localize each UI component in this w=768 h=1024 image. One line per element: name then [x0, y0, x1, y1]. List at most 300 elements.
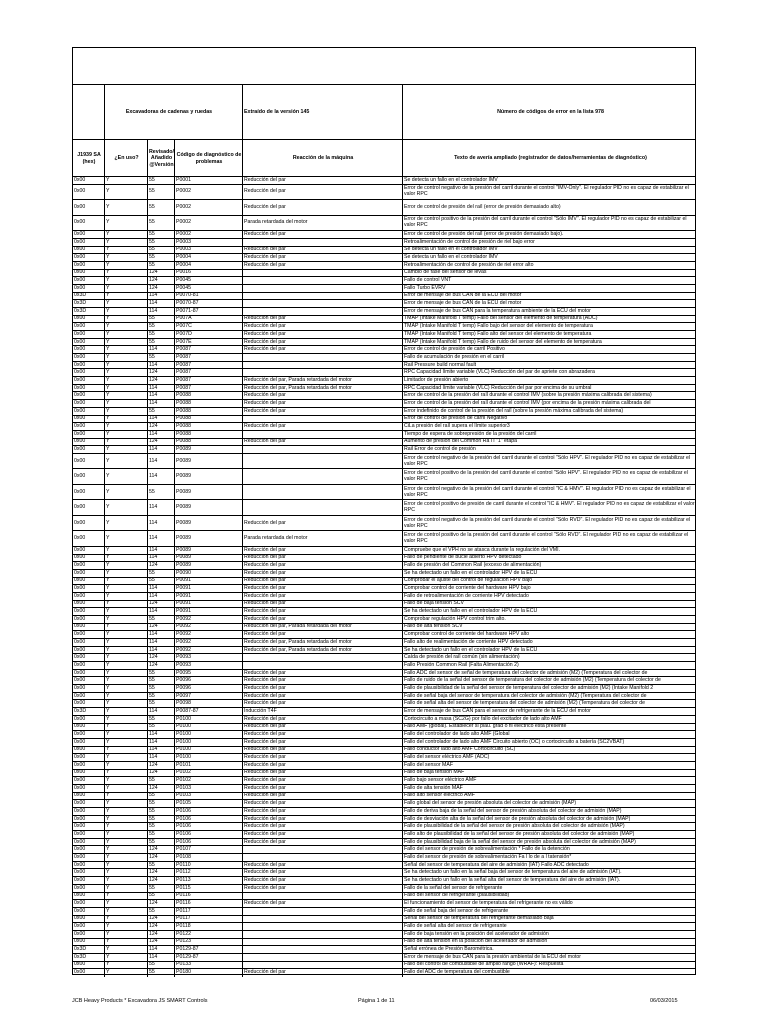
cell-dtc: P0106 [174, 816, 242, 824]
cell-in-use: Y [104, 893, 147, 901]
cell-reaction: Reducción del par [242, 816, 402, 824]
cell-reaction: Reducción del par [242, 869, 402, 877]
cell-dtc: P0117 [174, 916, 242, 924]
cell-version: 55 [147, 677, 174, 685]
cell-version: 124 [147, 270, 174, 278]
cell-text: Rail Error de control de presión [402, 446, 697, 454]
cell-version: 114 [147, 531, 174, 546]
cell-sa: 0x00 [74, 930, 86, 937]
cell-sa: 0x00 [74, 600, 86, 607]
cell-version: 114 [147, 416, 174, 424]
cell-sa: 0x00 [74, 377, 86, 383]
cell-in-use: Y [104, 654, 147, 662]
cell-reaction: Reducción del par [242, 777, 402, 785]
cell-dtc: P0087-87 [174, 708, 242, 716]
cell-text: Fallo de plausibilidad baja de la señal del sensor de presión absoluta del colector de admisión (MAP) [402, 839, 697, 847]
cell-in-use: Y [104, 423, 147, 431]
cell-reaction: Reducción del par [242, 877, 402, 885]
cell-dtc: P0115 [174, 885, 242, 893]
cell-version: 124 [147, 931, 174, 939]
cell-in-use: Y [104, 400, 147, 408]
cell-dtc: P0016 [174, 270, 242, 278]
table-header-title-row [73, 85, 695, 139]
cell-text: Fallo de deriva baja de la señal del sensor de presión absoluta del colector de admisión (MAP) [402, 808, 697, 816]
cell-dtc: P0092 [174, 647, 242, 655]
cell-sa: 0x00 [74, 654, 86, 661]
cell-in-use: Y [104, 770, 147, 778]
cell-dtc: P0089 [174, 485, 242, 500]
cell-in-use: Y [104, 616, 147, 624]
cell-sa: 0x00 [74, 430, 86, 437]
cell-in-use: Y [104, 831, 147, 839]
cell-version: 55 [147, 254, 174, 262]
cell-sa: 0x00 [74, 423, 86, 430]
cell-text: Cortocircuito a masa (SC2G) por fallo del excitador de lado alto AMF [402, 716, 697, 724]
cell-in-use: Y [104, 331, 147, 339]
cell-in-use: Y [104, 639, 147, 647]
cell-version: 124 [147, 624, 174, 632]
cell-version: 55 [147, 485, 174, 500]
cell-dtc: P0088 [174, 416, 242, 424]
cell-in-use: Y [104, 247, 147, 255]
cell-sa: 0x00 [74, 415, 86, 422]
cell-reaction: Reducción del par [242, 670, 402, 678]
cell-dtc: P0087 [174, 369, 242, 377]
cell-in-use: Y [104, 285, 147, 293]
cell-dtc: P0088 [174, 431, 242, 439]
cell-in-use: Y [104, 200, 147, 215]
cell-sa: 0x00 [74, 562, 86, 569]
cell-sa: 0x00 [74, 907, 86, 914]
cell-sa: 0x00 [74, 400, 86, 406]
footer-page-number: Página 1 de 11 [358, 998, 395, 1004]
cell-sa: 0x00 [74, 369, 86, 376]
cell-in-use: Y [104, 516, 147, 531]
cell-version: 55 [147, 893, 174, 901]
cell-dtc: P0100 [174, 754, 242, 762]
cell-reaction: Reducción del par [242, 831, 402, 839]
cell-version: 124 [147, 277, 174, 285]
cell-sa: 0x00 [74, 808, 86, 814]
cell-in-use: Y [104, 254, 147, 262]
cell-dtc: P0088 [174, 408, 242, 416]
cell-in-use: Y [104, 547, 147, 555]
cell-text: Fallo AMF (global). Establecer si plau. grad o fil eléctrico está presente [402, 724, 697, 732]
cell-text: Compruebe que el VPH no se atasca durante la regulación del VMI. [402, 547, 697, 555]
cell-reaction: Reducción del par [242, 316, 402, 324]
table-row [73, 530, 695, 546]
cell-in-use: Y [104, 862, 147, 870]
cell-dtc: P0133 [174, 962, 242, 970]
cell-in-use: Y [104, 777, 147, 785]
cell-dtc: P0003 [174, 239, 242, 247]
cell-text: Error de mensaje de bus CAN para la presión ambiental de la ECU del motor [402, 954, 697, 962]
cell-dtc: P0089 [174, 516, 242, 531]
cell-text: Error de control positivo de la presión del carril durante el control "Sólo IMV". El regulador PID no es capaz de estabilizar el valor RPC [402, 216, 697, 231]
cell-dtc: P0089 [174, 469, 242, 484]
cell-dtc: P0096 [174, 677, 242, 685]
cell-version: 114 [147, 739, 174, 747]
cell-text: Error de control negativo de la presión del carril durante el control "Sólo HPV". El regulador PID no es capaz de estabilizar el valor RPC [402, 454, 697, 469]
cell-text: Fallo de señal alta del sensor de temperatura del colector de admisión (M2) (Temperatura del colector de [402, 700, 697, 708]
cell-sa: 0x00 [74, 777, 86, 784]
cell-in-use: Y [104, 262, 147, 270]
cell-version: 114 [147, 308, 174, 316]
cell-text: Fallo de señal baja del sensor de refrigerante [402, 908, 697, 916]
cell-version: 114 [147, 346, 174, 354]
table-row [73, 484, 695, 500]
cell-reaction: Reducción del par [242, 677, 402, 685]
cell-dtc: P0106 [174, 823, 242, 831]
cell-sa: 0x00 [74, 761, 86, 768]
cell-sa: 0x3D [74, 946, 87, 953]
cell-text: TMAP (Intake Manifold T temp) Fallo del sensor del elemento de temperatura (ADC) [402, 316, 697, 324]
cell-sa: 0x00 [74, 646, 86, 653]
cell-reaction: Inducción T4F [242, 708, 402, 716]
cell-dtc: P0102 [174, 777, 242, 785]
cell-text: Fallo alto sensor eléctrico AMF [402, 793, 697, 801]
cell-sa: 0x00 [74, 277, 86, 284]
cell-reaction: Reducción del par [242, 823, 402, 831]
cell-text: TMAP (Intake Manifold T temp) Fallo alto del sensor del elemento de temperatura [402, 331, 697, 339]
cell-in-use: Y [104, 962, 147, 970]
cell-sa: 0x00 [74, 846, 86, 853]
cell-dtc: P0087 [174, 377, 242, 385]
cell-text: Limitador de presión abierto [402, 377, 697, 385]
table-row [73, 199, 695, 215]
cell-version: 114 [147, 362, 174, 370]
cell-in-use: Y [104, 531, 147, 546]
count-label: Número de códigos de error en la lista 978 [402, 85, 697, 139]
cell-dtc: P0092 [174, 616, 242, 624]
cell-in-use: Y [104, 369, 147, 377]
cell-text: Fallo de desviación alta de la señal del sensor de presión absoluta del colector de admisión (MAP) [402, 816, 697, 824]
cell-sa: 0x00 [74, 457, 86, 464]
cell-reaction: Reducción del par [242, 323, 402, 331]
extract-label: Extraído de la versión 145 [242, 85, 402, 139]
cell-in-use: Y [104, 431, 147, 439]
cell-reaction: Reducción del par [242, 716, 402, 724]
cell-dtc: P007A [174, 316, 242, 324]
cell-sa: 0x00 [74, 284, 86, 291]
cell-version: 124 [147, 846, 174, 854]
cell-text: Fallo del sensor de presión de sobrealimentación * Fallo de la detención [402, 846, 697, 854]
cell-sa: 0x00 [74, 219, 86, 226]
cell-in-use: Y [104, 839, 147, 847]
cell-dtc: P0092 [174, 631, 242, 639]
cell-reaction: Parada retardada del motor [242, 531, 402, 546]
cell-sa: 0x00 [74, 838, 86, 845]
cell-version: 55 [147, 670, 174, 678]
cell-version: 55 [147, 239, 174, 247]
cell-version: 124 [147, 762, 174, 770]
cell-reaction: Reducción del par [242, 808, 402, 816]
cell-reaction: Reducción del par [242, 862, 402, 870]
cell-text: Error de control de presión del raíl (error de presión demasiado bajo). [402, 231, 697, 239]
cell-reaction: Reducción del par [242, 339, 402, 347]
cell-sa: 0x00 [74, 592, 86, 599]
column-header-dtc: Código de diagnóstico de problemas [174, 140, 242, 177]
cell-dtc: P0091 [174, 608, 242, 616]
table-row [73, 968, 695, 977]
cell-in-use: Y [104, 185, 147, 200]
cell-version: 114 [147, 454, 174, 469]
cell-dtc: P0089 [174, 454, 242, 469]
cell-sa: 0x00 [74, 731, 86, 738]
cell-reaction: Reducción del par [242, 185, 402, 200]
cell-text: Fallo del sensor de presión de sobrealimentación Fa l lo de a l tatensión* [402, 854, 697, 862]
cell-reaction: Reducción del par [242, 593, 402, 601]
cell-in-use: Y [104, 555, 147, 563]
cell-reaction: Reducción del par [242, 631, 402, 639]
cell-in-use: Y [104, 608, 147, 616]
cell-dtc: P0002 [174, 185, 242, 200]
cell-in-use: Y [104, 578, 147, 586]
cell-version: 114 [147, 547, 174, 555]
cell-dtc: P0088 [174, 423, 242, 431]
cell-version: 114 [147, 708, 174, 716]
cell-version: 55 [147, 793, 174, 801]
cell-sa: 0x00 [74, 446, 86, 453]
cell-in-use: Y [104, 670, 147, 678]
cell-dtc: P0091 [174, 578, 242, 586]
cell-dtc: P0093 [174, 662, 242, 670]
cell-reaction: Reducción del par, Parada retardada del motor [242, 647, 402, 655]
cell-in-use: Y [104, 601, 147, 609]
cell-dtc: P0093 [174, 654, 242, 662]
cell-text: Error indefinido de control de la presión del raíl (sobre la presión máxima calibrada del sistema) [402, 408, 697, 416]
cell-sa: 0x00 [74, 554, 86, 561]
cell-text: Fallo del control de combustible de amplio rango (WRAF): Respuesta [402, 962, 697, 970]
cell-in-use: Y [104, 662, 147, 670]
cell-reaction: Reducción del par [242, 785, 402, 793]
cell-in-use: Y [104, 439, 147, 447]
cell-dtc: P0123 [174, 939, 242, 947]
cell-version: 55 [147, 808, 174, 816]
cell-dtc: P0117 [174, 908, 242, 916]
cell-text: Fallo del sensor MAF [402, 762, 697, 770]
cell-in-use: Y [104, 570, 147, 578]
cell-dtc: P0089 [174, 446, 242, 454]
cell-in-use: Y [104, 377, 147, 385]
cell-sa: 0x3D [74, 307, 87, 314]
cell-in-use: Y [104, 624, 147, 632]
cell-version: 55 [147, 216, 174, 231]
cell-version: 55 [147, 831, 174, 839]
cell-version: 55 [147, 578, 174, 586]
cell-sa: 0x00 [74, 685, 86, 691]
cell-text: Error de control negativo de la presión del carril durante el control "IC & HMV". El regulador PID no es capaz de estabilizar el valor RPC [402, 485, 697, 500]
cell-version: 114 [147, 446, 174, 454]
cell-text: Se detecta un fallo en el controlador IMV [402, 254, 697, 262]
cell-dtc: P0100 [174, 724, 242, 732]
cell-text: Señal del sensor de temperatura del aire de admisión (IAT) Fallo ADC detectado [402, 862, 697, 870]
cell-dtc: P0045 [174, 285, 242, 293]
cell-text: Error de mensaje de bus CAN para la temperatura ambiente de la ECU del motor [402, 308, 697, 316]
cell-text: TMAP (Intake Manifold T temp) Fallo de ruido del sensor del elemento de temperatura [402, 339, 697, 347]
cell-reaction: Parada retardada del motor [242, 216, 402, 231]
cell-sa: 0x00 [74, 738, 86, 745]
cell-version: 114 [147, 500, 174, 515]
cell-in-use: Y [104, 823, 147, 831]
cell-dtc: P0089 [174, 562, 242, 570]
cell-dtc: P0097 [174, 693, 242, 701]
cell-text: Fallo de baja tensión MAF [402, 770, 697, 778]
cell-dtc: P0088 [174, 392, 242, 400]
cell-dtc: P0070-87 [174, 300, 242, 308]
cell-reaction: Reducción del par, Parada retardada del motor [242, 624, 402, 632]
cell-dtc: P0003 [174, 247, 242, 255]
cell-text: Se ha detectado un fallo en el controlador HPV de la ECU [402, 608, 697, 616]
cell-in-use: Y [104, 454, 147, 469]
cell-reaction: Reducción del par [242, 793, 402, 801]
cell-text: Retroalimentación de control de presión de riel error alto [402, 262, 697, 270]
cell-reaction: Reducción del par [242, 608, 402, 616]
footer-date: 06/03/2015 [650, 998, 678, 1004]
cell-version: 124 [147, 923, 174, 931]
cell-in-use: Y [104, 846, 147, 854]
cell-sa: 0x00 [74, 877, 86, 883]
cell-dtc: P0110 [174, 862, 242, 870]
cell-reaction: Reducción del par [242, 885, 402, 893]
cell-sa: 0x00 [74, 577, 86, 584]
cell-text: Fallo global del sensor de presión absoluta del colector de admisión (MAP) [402, 800, 697, 808]
cell-dtc: P0087 [174, 354, 242, 362]
cell-sa: 0x00 [74, 861, 86, 868]
cell-sa: 0x00 [74, 203, 86, 210]
column-header-reaction: Reacción de la máquina [242, 140, 402, 177]
cell-version: 124 [147, 877, 174, 885]
cell-sa: 0x3D [74, 300, 87, 307]
cell-in-use: Y [104, 724, 147, 732]
cell-sa: 0x00 [74, 261, 86, 268]
cell-dtc: P0091 [174, 593, 242, 601]
cell-text: Cambio de fase del sensor de levas [402, 270, 697, 278]
cell-dtc: P0118 [174, 923, 242, 931]
cell-text: Error de mensaje de bus CAN de la ECU del motor [402, 293, 697, 301]
cell-reaction: Reducción del par [242, 969, 402, 977]
cell-text: Retroalimentación de control de presión de riel bajo error [402, 239, 697, 247]
cell-text: Fallo del sensor de refrigerante (plausibilidad) [402, 893, 697, 901]
cell-sa: 0x00 [74, 854, 86, 860]
cell-in-use: Y [104, 685, 147, 693]
cell-text: Fallo del controlador de lado alto AMF Circuito abierto (OC) o cortocircuito a batería (SC2VBAT) [402, 739, 697, 747]
cell-version: 124 [147, 377, 174, 385]
cell-text: Fallo de plausibilidad de la señal del sensor de presión absoluta del colector de admisión (MAP) [402, 823, 697, 831]
cell-dtc: P0089 [174, 547, 242, 555]
cell-sa: 0x00 [74, 800, 86, 807]
cell-dtc: P0091 [174, 601, 242, 609]
cell-version: 124 [147, 869, 174, 877]
cell-sa: 0x00 [74, 746, 86, 753]
cell-version: 55 [147, 823, 174, 831]
cell-version: 114 [147, 400, 174, 408]
cell-reaction: Reducción del par, Parada retardada del motor [242, 385, 402, 393]
table-row [73, 184, 695, 200]
cell-version: 55 [147, 685, 174, 693]
cell-reaction: Reducción del par [242, 331, 402, 339]
cell-version: 55 [147, 777, 174, 785]
cell-version: 114 [147, 946, 174, 954]
cell-reaction: Reducción del par, Parada retardada del motor [242, 377, 402, 385]
cell-sa: 0x00 [74, 188, 86, 195]
cell-dtc: P0089 [174, 500, 242, 515]
cell-text: Fallo de baja tensión en la posición del acelerador de admisión [402, 931, 697, 939]
cell-sa: 0x00 [74, 823, 86, 830]
cell-reaction: Reducción del par [242, 254, 402, 262]
cell-sa: 0x00 [74, 361, 86, 368]
cell-in-use: Y [104, 785, 147, 793]
cell-version: 124 [147, 601, 174, 609]
cell-dtc: P0101 [174, 762, 242, 770]
cell-in-use: Y [104, 446, 147, 454]
cell-reaction: Reducción del par [242, 200, 402, 215]
cell-dtc: P0100 [174, 739, 242, 747]
cell-text: Fallo de ruido de la señal del sensor de temperatura del colector de admisión (M2) (Temperatura del colector de [402, 677, 697, 685]
cell-sa: 0x3D [74, 708, 87, 714]
cell-version: 114 [147, 516, 174, 531]
cell-dtc: P0116 [174, 900, 242, 908]
cell-version: 124 [147, 785, 174, 793]
cell-in-use: Y [104, 346, 147, 354]
cell-text: Fallo bajo sensor eléctrico AMF [402, 777, 697, 785]
cell-in-use: Y [104, 939, 147, 947]
cell-sa: 0x00 [74, 784, 86, 791]
cell-sa: 0x00 [74, 623, 86, 630]
cell-text: Error de control positivo de la presión del carril durante el control "Sólo HPV". El regulador PID no es capaz de estabilizar el valor RPC [402, 469, 697, 484]
cell-version: 55 [147, 200, 174, 215]
column-header-version: Revisado/ Añadido @Versión [147, 140, 174, 177]
table-frame [72, 47, 696, 975]
cell-in-use: Y [104, 316, 147, 324]
cell-text: Fallo de alta tensión MAF [402, 785, 697, 793]
cell-sa: 0x00 [74, 792, 86, 799]
cell-sa: 0x00 [74, 692, 86, 699]
cell-in-use: Y [104, 908, 147, 916]
cell-in-use: Y [104, 954, 147, 962]
cell-sa: 0x00 [74, 884, 86, 891]
cell-reaction [242, 469, 402, 484]
cell-sa: 0x00 [74, 700, 86, 707]
cell-text: Fallo ADC del sensor de señal de temperatura del colector de admisión (M2) (Temperatura del colector de [402, 670, 697, 678]
header-blank-band [73, 48, 695, 85]
cell-sa: 0x00 [74, 504, 86, 511]
cell-in-use: Y [104, 354, 147, 362]
cell-text: Error de control negativo de la presión del carril durante el control "IMV-Only". El regulador PID no es capaz de estabilizar el valor RPC [402, 185, 697, 200]
cell-text: Se ha detectado un fallo en la señal baja del sensor de temperatura del aire de admisión (IAT). [402, 869, 697, 877]
cell-version: 124 [147, 369, 174, 377]
cell-sa: 0x00 [74, 754, 86, 761]
cell-sa: 0x00 [74, 519, 86, 526]
cell-in-use: Y [104, 647, 147, 655]
cell-version: 55 [147, 177, 174, 185]
cell-reaction: Reducción del par [242, 423, 402, 431]
cell-text: Error de control de presión del raíl (error de presión demasiado alto) [402, 200, 697, 215]
column-header-text: Texto de avería ampliado (registrador de datos/herramientas de diagnóstico) [402, 140, 697, 177]
cell-in-use: Y [104, 946, 147, 954]
cell-in-use: Y [104, 339, 147, 347]
cell-text: Fallo de señal alta del sensor de refrigerante [402, 923, 697, 931]
cell-reaction: Reducción del par [242, 693, 402, 701]
cell-dtc: P0088 [174, 400, 242, 408]
cell-in-use: Y [104, 716, 147, 724]
cell-sa: 0x00 [74, 915, 86, 922]
cell-sa: 0x00 [74, 392, 86, 399]
cell-in-use: Y [104, 362, 147, 370]
cell-text: Se ha detectado un fallo en la señal alta del sensor de temperatura del aire de admisión (IAT). [402, 877, 697, 885]
cell-dtc: P0113 [174, 877, 242, 885]
cell-in-use: Y [104, 708, 147, 716]
